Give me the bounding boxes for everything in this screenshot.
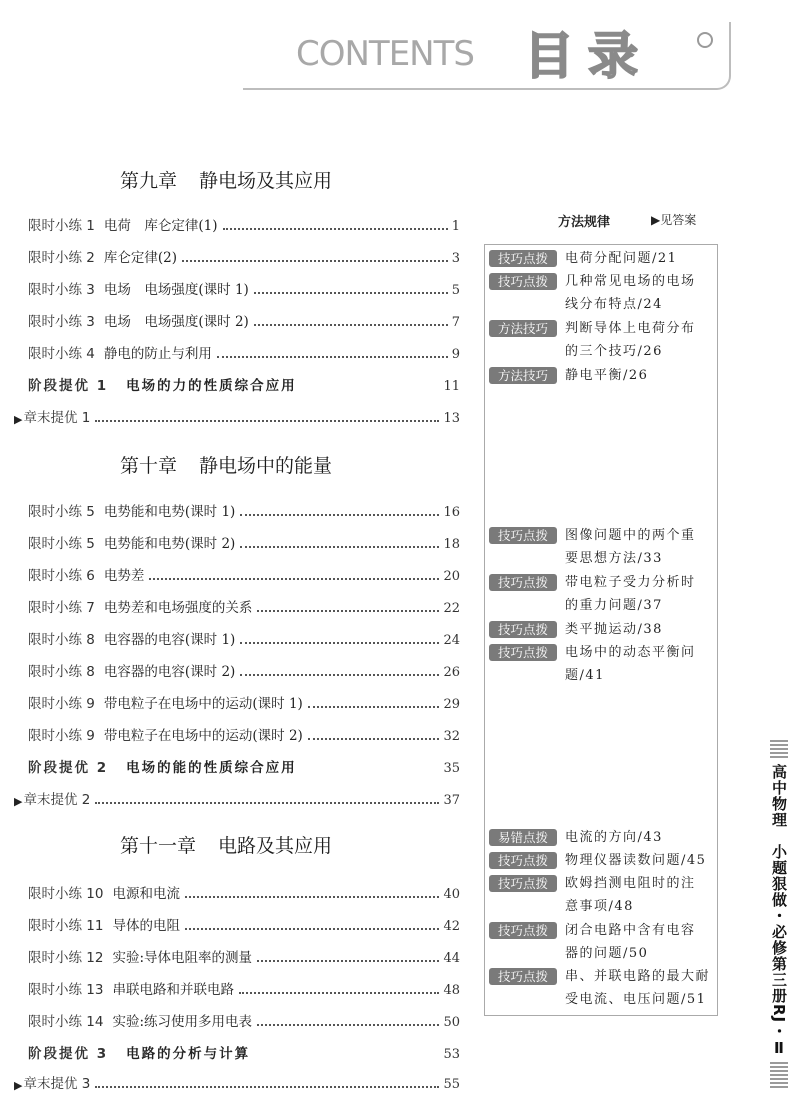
toc-chapter-end-entry[interactable] (14, 1070, 460, 1092)
entry-page: 29 (443, 697, 460, 712)
entry-title: 电场的力的性质综合应用 (126, 378, 297, 394)
entry-page: 37 (443, 793, 460, 808)
tip-item[interactable] (489, 571, 715, 617)
side-stripe-decoration (770, 738, 788, 758)
entry-label: 限时小练 10 (28, 886, 104, 902)
leader-dots (257, 610, 439, 612)
arrow-right-icon: ▶ (14, 1079, 23, 1092)
entry-page: 11 (443, 379, 460, 394)
entry-page: 18 (443, 537, 460, 552)
entry-page: 22 (443, 601, 460, 616)
leader-dots (257, 960, 439, 962)
leader-dots (185, 928, 439, 930)
tip-badge: 技巧点拨 (489, 527, 557, 544)
tip-item[interactable] (489, 872, 715, 918)
toc-chapter-end-entry[interactable] (14, 786, 460, 808)
entry-label: 限时小练 8 (28, 632, 95, 648)
entry-page: 50 (443, 1015, 460, 1030)
tip-badge: 技巧点拨 (489, 250, 557, 267)
tip-text-line: 电流的方向/43 (565, 830, 663, 845)
leader-dots (240, 642, 439, 644)
toc-entry[interactable] (28, 626, 460, 648)
tip-text-line: 类平抛运动/38 (565, 622, 663, 637)
tip-text-line: 静电平衡/26 (565, 368, 649, 383)
leader-dots (254, 292, 448, 294)
entry-title: 电势能和电势(课时 2) (103, 536, 236, 552)
entry-page: 1 (451, 219, 460, 234)
entry-title: 实验:导体电阻率的测量 (112, 950, 253, 966)
toc-entry[interactable] (28, 690, 460, 712)
tip-item[interactable] (489, 641, 715, 687)
side-stripe-decoration (770, 1060, 788, 1088)
entry-page: 9 (451, 347, 460, 362)
entry-label: 限时小练 11 (28, 918, 104, 934)
tip-text-line: 图像问题中的两个重 (565, 528, 696, 543)
toc-entry[interactable] (28, 594, 460, 616)
tip-item[interactable] (489, 849, 715, 872)
entry-label: 限时小练 5 (28, 536, 95, 552)
leader-dots (95, 802, 439, 804)
entry-page: 26 (443, 665, 460, 680)
arrow-right-icon: ▶ (14, 795, 23, 808)
toc-entry[interactable] (28, 212, 460, 234)
chapter-name: 静电场及其应用 (199, 170, 333, 192)
tip-text-line: 闭合电路中含有电容 (565, 923, 696, 938)
entry-page: 3 (451, 251, 460, 266)
toc-entry[interactable] (28, 276, 460, 298)
entry-page: 20 (443, 569, 460, 584)
entry-page: 35 (443, 761, 460, 776)
tip-badge: 技巧点拨 (489, 574, 557, 591)
leader-dots (185, 896, 439, 898)
tip-text-line: 受电流、电压问题/51 (565, 992, 707, 1007)
leader-dots (254, 324, 448, 326)
leader-dots (217, 356, 448, 358)
entry-title: 电场的能的性质综合应用 (126, 760, 297, 776)
entry-label: 阶段提优 3 (28, 1046, 109, 1062)
arrow-right-icon: ▶ (14, 413, 23, 426)
chapter-number: 第十一章 (120, 835, 197, 857)
tip-text-line: 电场中的动态平衡问 (565, 645, 696, 660)
chapter-number: 第十章 (120, 455, 178, 477)
tip-badge: 易错点拨 (489, 829, 557, 846)
toc-entry[interactable] (28, 308, 460, 330)
entry-label: 限时小练 2 (28, 250, 95, 266)
tip-item[interactable] (489, 317, 715, 363)
entry-page: 13 (443, 411, 460, 426)
method-heading: 方法规律 (558, 215, 611, 230)
entry-page: 42 (443, 919, 460, 934)
tip-badge: 方法技巧 (489, 320, 557, 337)
entry-page: 7 (451, 315, 460, 330)
leader-dots (95, 1086, 439, 1088)
leader-dots (149, 578, 439, 580)
entry-page: 5 (451, 283, 460, 298)
tip-badge: 方法技巧 (489, 367, 557, 384)
toc-entry[interactable] (28, 498, 460, 520)
tip-badge: 技巧点拨 (489, 644, 557, 661)
tip-item[interactable] (489, 524, 715, 570)
entry-label: 章末提优 1 (23, 410, 91, 426)
entry-page: 32 (443, 729, 460, 744)
entry-label: 阶段提优 2 (28, 760, 109, 776)
tip-badge: 技巧点拨 (489, 852, 557, 869)
leader-dots (308, 738, 440, 740)
toc-entry[interactable] (28, 340, 460, 362)
entry-label: 限时小练 12 (28, 950, 104, 966)
tip-text-line: 的重力问题/37 (565, 598, 663, 613)
toc-entry[interactable] (28, 722, 460, 744)
entry-label: 限时小练 9 (28, 696, 95, 712)
entry-page: 53 (443, 1047, 460, 1062)
tip-badge: 技巧点拨 (489, 875, 557, 892)
leader-gap (255, 1056, 439, 1058)
header-chinese-title: 目录 (524, 27, 652, 85)
tip-badge: 技巧点拨 (489, 273, 557, 290)
entry-title: 电源和电流 (112, 886, 180, 902)
leader-dots (308, 706, 440, 708)
leader-dots (240, 514, 439, 516)
toc-entry[interactable] (28, 244, 460, 266)
toc-stage-entry[interactable] (28, 372, 460, 394)
entry-title: 串联电路和并联电路 (112, 982, 234, 998)
toc-entry[interactable] (28, 912, 460, 934)
leader-gap (302, 388, 440, 390)
entry-title: 静电的防止与利用 (103, 346, 212, 362)
tip-text-line: 器的问题/50 (565, 946, 649, 961)
entry-title: 实验:练习使用多用电表 (112, 1014, 253, 1030)
entry-title: 带电粒子在电场中的运动(课时 2) (103, 728, 303, 744)
entry-label: 限时小练 8 (28, 664, 95, 680)
entry-title: 带电粒子在电场中的运动(课时 1) (103, 696, 303, 712)
header-ring-decoration (697, 32, 713, 48)
leader-dots (95, 420, 439, 422)
tip-item[interactable] (489, 270, 715, 316)
toc-stage-entry[interactable] (28, 754, 460, 776)
entry-label: 限时小练 5 (28, 504, 95, 520)
toc-entry[interactable] (28, 976, 460, 998)
toc-entry[interactable] (28, 880, 460, 902)
toc-entry[interactable] (28, 658, 460, 680)
entry-label: 限时小练 4 (28, 346, 95, 362)
entry-label: 限时小练 3 (28, 282, 95, 298)
chapter-9-title (120, 166, 332, 193)
entry-label: 限时小练 14 (28, 1014, 104, 1030)
chapter-name: 电路及其应用 (218, 835, 333, 857)
leader-dots (240, 674, 439, 676)
tip-text-line: 的三个技巧/26 (565, 344, 663, 359)
tip-item[interactable] (489, 618, 715, 641)
tip-text-line: 几种常见电场的电场 (565, 274, 696, 289)
leader-dots (240, 546, 439, 548)
entry-label: 限时小练 13 (28, 982, 104, 998)
entry-page: 55 (443, 1077, 460, 1092)
entry-label: 限时小练 1 (28, 218, 95, 234)
entry-label: 限时小练 7 (28, 600, 95, 616)
toc-entry[interactable] (28, 944, 460, 966)
toc-chapter-end-entry[interactable] (14, 404, 460, 426)
tip-item[interactable] (489, 965, 715, 1011)
tip-badge: 技巧点拨 (489, 968, 557, 985)
tip-badge: 技巧点拨 (489, 621, 557, 638)
side-book-title: 高中物理 小题狠做・必修第三册RJ・Ⅱ (770, 764, 788, 1059)
entry-title: 电场 电场强度(课时 2) (103, 314, 249, 330)
tip-text-line: 意事项/48 (565, 899, 634, 914)
tip-text-line: 物理仪器读数问题/45 (565, 853, 707, 868)
entry-title: 库仑定律(2) (103, 250, 178, 266)
leader-dots (257, 1024, 439, 1026)
entry-label: 阶段提优 1 (28, 378, 109, 394)
entry-title: 电容器的电容(课时 2) (103, 664, 236, 680)
entry-title: 电势能和电势(课时 1) (103, 504, 236, 520)
chapter-number: 第九章 (120, 170, 178, 192)
chapter-name: 静电场中的能量 (199, 455, 333, 477)
tip-text-line: 判断导体上电荷分布 (565, 321, 696, 336)
entry-page: 24 (443, 633, 460, 648)
leader-dots (182, 260, 448, 262)
entry-title: 导体的电阻 (112, 918, 180, 934)
entry-title: 电路的分析与计算 (126, 1046, 251, 1062)
tip-text-line: 串、并联电路的最大耐 (565, 969, 711, 984)
entry-label: 章末提优 2 (23, 792, 91, 808)
chapter-11-title (120, 831, 332, 858)
tip-item[interactable] (489, 826, 715, 849)
entry-label: 限时小练 6 (28, 568, 95, 584)
tip-text-line: 欧姆挡测电阻时的注 (565, 876, 696, 891)
entry-label: 限时小练 3 (28, 314, 95, 330)
tip-item[interactable] (489, 919, 715, 965)
tip-text-line: 线分布特点/24 (565, 297, 663, 312)
toc-entry[interactable] (28, 1008, 460, 1030)
tip-text-line: 电荷分配问题/21 (565, 251, 678, 266)
entry-title: 电荷 库仑定律(1) (103, 218, 218, 234)
entry-page: 16 (443, 505, 460, 520)
header-english-title: CONTENTS (296, 34, 474, 74)
entry-title: 电容器的电容(课时 1) (103, 632, 236, 648)
entry-label: 章末提优 3 (23, 1076, 91, 1092)
tip-text-line: 要思想方法/33 (565, 551, 663, 566)
tip-item[interactable] (489, 247, 715, 270)
leader-dots (239, 992, 439, 994)
entry-page: 44 (443, 951, 460, 966)
chapter-10-title (120, 451, 332, 478)
tip-text-line: 题/41 (565, 668, 605, 683)
entry-title: 电势差 (103, 568, 145, 584)
entry-page: 40 (443, 887, 460, 902)
toc-stage-entry[interactable] (28, 1040, 460, 1062)
entry-label: 限时小练 9 (28, 728, 95, 744)
tip-text-line: 带电粒子受力分析时 (565, 575, 696, 590)
answer-reference: ▶见答案 (651, 213, 697, 227)
entry-title: 电势差和电场强度的关系 (103, 600, 253, 616)
leader-dots (223, 228, 448, 230)
tip-item[interactable] (489, 364, 715, 387)
leader-gap (302, 770, 440, 772)
toc-entry[interactable] (28, 562, 460, 584)
toc-entry[interactable] (28, 530, 460, 552)
tip-badge: 技巧点拨 (489, 922, 557, 939)
entry-page: 48 (443, 983, 460, 998)
entry-title: 电场 电场强度(课时 1) (103, 282, 249, 298)
